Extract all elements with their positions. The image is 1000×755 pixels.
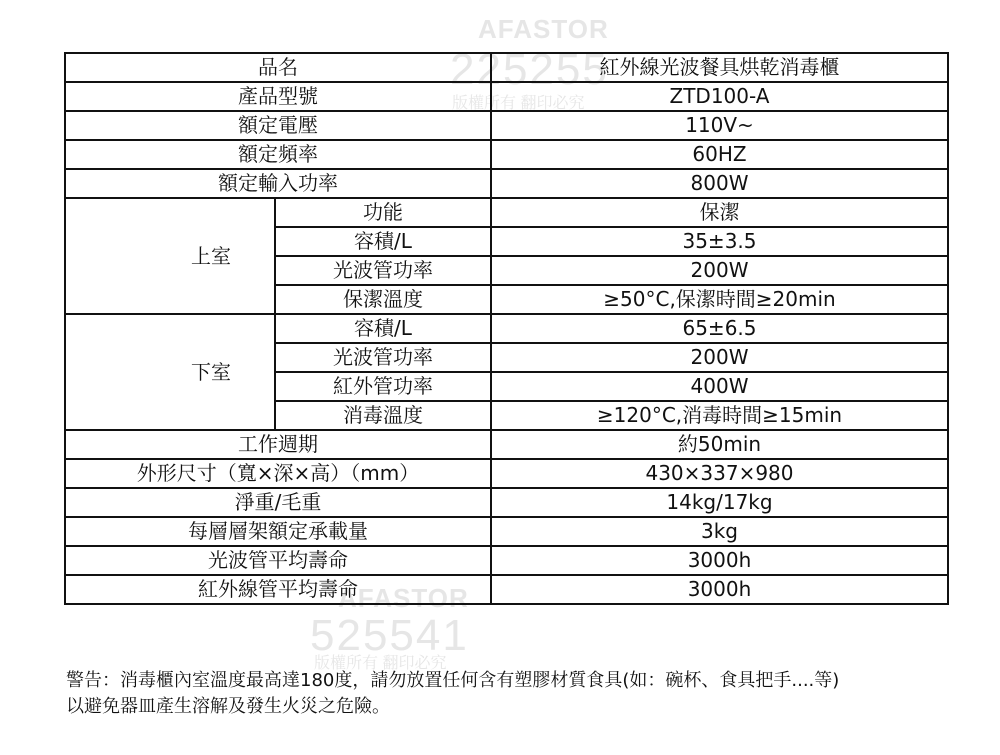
spec-label: 工作週期 bbox=[65, 430, 491, 459]
watermark-brand-bottom: AFASTOR bbox=[338, 583, 469, 613]
group-label-upper: 上室 bbox=[65, 198, 275, 314]
spec-sublabel: 光波管功率 bbox=[275, 256, 491, 285]
spec-value: ≥120°C,消毒時間≥15min bbox=[491, 401, 948, 430]
watermark-brand-top: AFASTOR bbox=[478, 14, 609, 44]
spec-sublabel: 容積/L bbox=[275, 314, 491, 343]
table-row bbox=[65, 140, 948, 169]
table-row bbox=[65, 459, 948, 488]
spec-value: 200W bbox=[491, 343, 948, 372]
table-row bbox=[65, 430, 948, 459]
table-row bbox=[65, 575, 948, 604]
spec-sublabel: 紅外管功率 bbox=[275, 372, 491, 401]
table-row bbox=[65, 53, 948, 82]
table-row bbox=[65, 198, 948, 227]
spec-value: 110V~ bbox=[491, 111, 948, 140]
spec-value: 3000h bbox=[491, 575, 948, 604]
spec-label: 產品型號 bbox=[65, 82, 491, 111]
spec-label: 額定頻率 bbox=[65, 140, 491, 169]
spec-value: 35±3.5 bbox=[491, 227, 948, 256]
watermark-number-top: 225255 bbox=[450, 45, 609, 94]
spec-value: 800W bbox=[491, 169, 948, 198]
spec-sublabel: 消毒溫度 bbox=[275, 401, 491, 430]
warning-line-2: 以避免器皿產生溶解及發生火災之危險。 bbox=[66, 696, 390, 717]
spec-value: ZTD100-A bbox=[491, 82, 948, 111]
watermark-number-bottom: 525541 bbox=[310, 611, 469, 660]
table-row bbox=[65, 546, 948, 575]
spec-table bbox=[64, 52, 949, 605]
table-row bbox=[65, 82, 948, 111]
spec-label: 每層層架額定承載量 bbox=[65, 517, 491, 546]
warning-line-1: 警告：消毒櫃內室溫度最高達180度，請勿放置任何含有塑膠材質食具(如：碗杯、食具把手....等) bbox=[66, 670, 840, 691]
warning-note bbox=[66, 668, 966, 720]
spec-value: 400W bbox=[491, 372, 948, 401]
spec-sublabel: 容積/L bbox=[275, 227, 491, 256]
watermark-rights-bottom: 版權所有 翻印必究 bbox=[314, 655, 447, 672]
spec-value: 65±6.5 bbox=[491, 314, 948, 343]
spec-label: 額定輸入功率 bbox=[65, 169, 491, 198]
spec-label: 品名 bbox=[65, 53, 491, 82]
table-row bbox=[65, 314, 948, 343]
spec-value: 14kg/17kg bbox=[491, 488, 948, 517]
spec-label: 光波管平均壽命 bbox=[65, 546, 491, 575]
group-label-lower: 下室 bbox=[65, 314, 275, 430]
table-row bbox=[65, 488, 948, 517]
table-row bbox=[65, 111, 948, 140]
watermark-rights-top: 版權所有 翻印必究 bbox=[452, 95, 585, 112]
table-row bbox=[65, 169, 948, 198]
spec-value: 200W bbox=[491, 256, 948, 285]
table-row bbox=[65, 517, 948, 546]
spec-label: 額定電壓 bbox=[65, 111, 491, 140]
spec-label: 淨重/毛重 bbox=[65, 488, 491, 517]
spec-value: 430×337×980 bbox=[491, 459, 948, 488]
spec-label: 紅外線管平均壽命 bbox=[65, 575, 491, 604]
spec-sublabel: 功能 bbox=[275, 198, 491, 227]
spec-value: 保潔 bbox=[491, 198, 948, 227]
spec-value: 3kg bbox=[491, 517, 948, 546]
spec-value: 3000h bbox=[491, 546, 948, 575]
spec-label: 外形尺寸（寬×深×高）（mm） bbox=[65, 459, 491, 488]
spec-value: 紅外線光波餐具烘乾消毒櫃 bbox=[491, 53, 948, 82]
spec-sublabel: 保潔溫度 bbox=[275, 285, 491, 314]
spec-value: ≥50°C,保潔時間≥20min bbox=[491, 285, 948, 314]
spec-value: 約50min bbox=[491, 430, 948, 459]
spec-sublabel: 光波管功率 bbox=[275, 343, 491, 372]
spec-value: 60HZ bbox=[491, 140, 948, 169]
